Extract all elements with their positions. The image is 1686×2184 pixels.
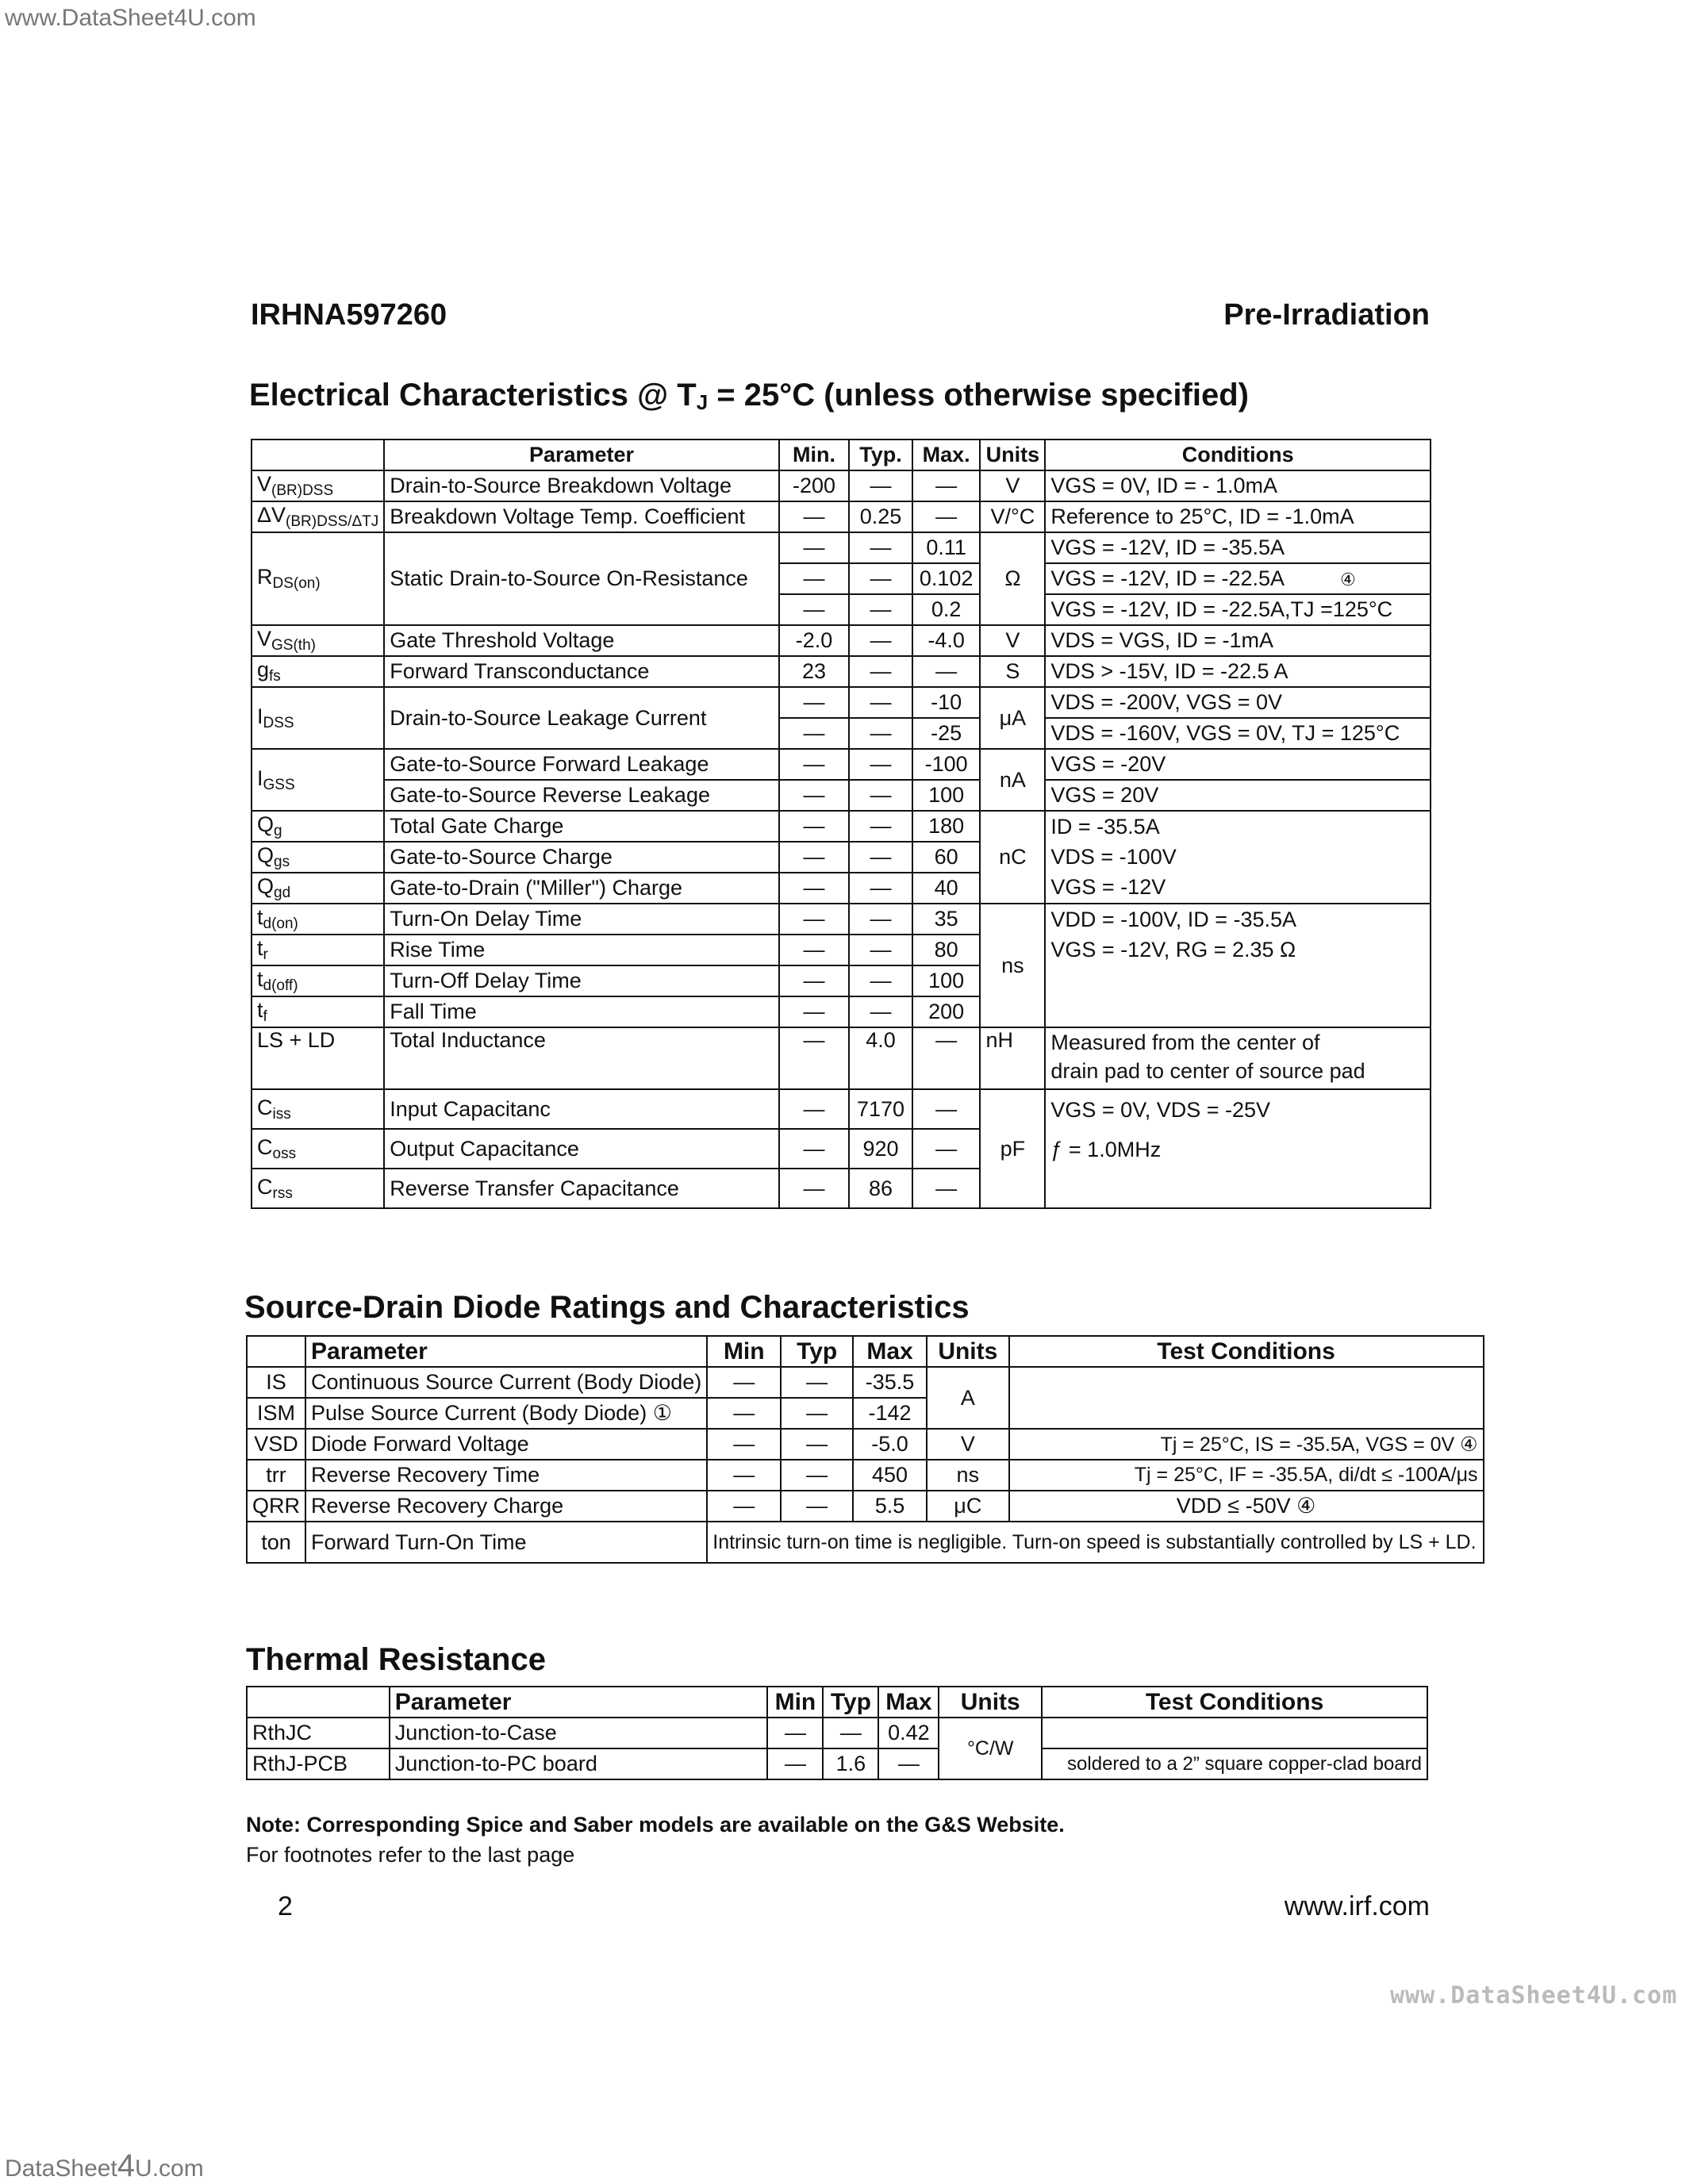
param-cell: Continuous Source Current (Body Diode) — [305, 1367, 707, 1398]
cond-cell: VGS = -12V, ID = -22.5A ④ — [1045, 563, 1431, 594]
cond-cell: VDD ≤ -50V ④ — [1009, 1491, 1484, 1522]
symbol-cell: $C_{iss}$ — [252, 1089, 384, 1129]
table-row — [252, 749, 1431, 780]
min-cell: — — [779, 594, 849, 625]
cond-line: drain pad to center of source pad — [1050, 1059, 1365, 1083]
typ-cell: — — [849, 965, 912, 996]
ec-title-a: Electrical Characteristics @ T — [249, 378, 697, 413]
symbol-cell: VSD — [247, 1429, 305, 1460]
unit-cell: V/°C — [980, 501, 1045, 532]
watermark-top[interactable]: www.DataSheet4U.com — [5, 5, 256, 31]
min-cell: — — [767, 1718, 823, 1748]
param-cell: Breakdown Voltage Temp. Coefficient — [384, 501, 779, 532]
table-row — [247, 1367, 1484, 1398]
table-row — [252, 904, 1431, 935]
min-cell: -2.0 — [779, 625, 849, 656]
website-link[interactable]: www.irf.com — [1284, 1891, 1430, 1921]
symbol-cell: $V_{GS(th)}$ — [252, 625, 384, 656]
unit-cell: nA — [980, 749, 1045, 811]
symbol-cell: $I_{GSS}$ — [252, 749, 384, 811]
min-cell: -200 — [779, 470, 849, 501]
watermark-bottom-a: DataSheet — [5, 2155, 117, 2182]
symbol-cell: $I_{DSS}$ — [252, 687, 384, 749]
symbol-cell: $Q_g$ — [252, 811, 384, 842]
min-cell: — — [779, 873, 849, 904]
max-cell: 0.42 — [878, 1718, 939, 1748]
cond-line: VDS = -100V — [1050, 845, 1177, 869]
max-cell: — — [912, 656, 981, 687]
th-header-conditions: Test Conditions — [1042, 1687, 1427, 1718]
max-cell: -5.0 — [853, 1429, 927, 1460]
min-cell: — — [779, 1169, 849, 1208]
param-cell: Output Capacitance — [384, 1129, 779, 1169]
param-cell: Diode Forward Voltage — [305, 1429, 707, 1460]
cond-cell: Tj = 25°C, IF = -35.5A, di/dt ≤ -100A/μs — [1009, 1460, 1484, 1491]
param-cell: Reverse Recovery Charge — [305, 1491, 707, 1522]
typ-cell: — — [849, 811, 912, 842]
min-cell: — — [779, 996, 849, 1027]
typ-cell: — — [849, 718, 912, 749]
footnote-4-icon: ④ — [1340, 570, 1356, 589]
symbol-cell: IS — [247, 1367, 305, 1398]
typ-cell: — — [781, 1398, 853, 1429]
typ-cell: — — [849, 625, 912, 656]
typ-cell: — — [849, 996, 912, 1027]
min-cell: 23 — [779, 656, 849, 687]
min-cell: — — [779, 811, 849, 842]
footnote-reference: For footnotes refer to the last page — [246, 1843, 575, 1867]
table-row — [252, 501, 1431, 532]
symbol-cell: QRR — [247, 1491, 305, 1522]
min-cell: — — [779, 780, 849, 811]
cond-cell — [1045, 1027, 1431, 1089]
cond-cell — [1045, 1089, 1431, 1208]
th-header-typ: Typ — [823, 1687, 878, 1718]
symbol-cell: $C_{rss}$ — [252, 1169, 384, 1208]
table-row — [247, 1522, 1484, 1563]
unit-cell: S — [980, 656, 1045, 687]
min-cell: — — [779, 563, 849, 594]
param-cell: Input Capacitanc — [384, 1089, 779, 1129]
cond-cell: soldered to a 2” square copper-clad board — [1042, 1748, 1427, 1779]
param-cell: Drain-to-Source Leakage Current — [384, 687, 779, 749]
max-cell: -142 — [853, 1398, 927, 1429]
table-row — [247, 1491, 1484, 1522]
param-cell: Turn-Off Delay Time — [384, 965, 779, 996]
max-cell: -35.5 — [853, 1367, 927, 1398]
sd-header-min: Min — [707, 1336, 781, 1367]
max-cell: 35 — [912, 904, 981, 935]
param-cell: Total Inductance — [384, 1027, 779, 1089]
unit-cell: nC — [980, 811, 1045, 904]
cond-cell: VGS = -12V, ID = -22.5A,TJ =125°C — [1045, 594, 1431, 625]
electrical-characteristics-table — [251, 439, 1431, 1209]
ec-header-units: Units — [980, 439, 1045, 470]
param-cell: Junction-to-PC board — [390, 1748, 768, 1779]
cond-cell: Reference to 25°C, ID = -1.0mA — [1045, 501, 1431, 532]
param-cell: Drain-to-Source Breakdown Voltage — [384, 470, 779, 501]
param-cell: Gate Threshold Voltage — [384, 625, 779, 656]
th-header-units: Units — [939, 1687, 1042, 1718]
table-row — [252, 780, 1431, 811]
max-cell: — — [878, 1748, 939, 1779]
min-cell: — — [707, 1367, 781, 1398]
symbol-cell: $\Delta V_{(BR)DSS/\Delta TJ}$ — [252, 501, 384, 532]
typ-cell: 1.6 — [823, 1748, 878, 1779]
typ-cell: — — [781, 1491, 853, 1522]
th-header-param: Parameter — [390, 1687, 768, 1718]
max-cell: 5.5 — [853, 1491, 927, 1522]
table-row — [252, 1027, 1431, 1089]
max-cell: 0.11 — [912, 532, 981, 563]
max-cell: 100 — [912, 780, 981, 811]
min-cell: — — [779, 687, 849, 718]
symbol-cell: $t_{d(off)}$ — [252, 965, 384, 996]
cond-line: Measured from the center of — [1050, 1031, 1320, 1054]
symbol-cell: trr — [247, 1460, 305, 1491]
symbol-cell: RthJC — [247, 1718, 390, 1748]
unit-cell: ns — [980, 904, 1045, 1027]
typ-cell: — — [823, 1718, 878, 1748]
typ-cell: — — [849, 780, 912, 811]
typ-cell: — — [849, 904, 912, 935]
typ-cell: — — [781, 1460, 853, 1491]
max-cell: 40 — [912, 873, 981, 904]
typ-cell: — — [781, 1429, 853, 1460]
max-cell: 200 — [912, 996, 981, 1027]
param-cell: Static Drain-to-Source On-Resistance — [384, 532, 779, 625]
min-cell: — — [707, 1491, 781, 1522]
max-cell: — — [912, 1027, 981, 1089]
param-cell: Gate-to-Source Reverse Leakage — [384, 780, 779, 811]
cond-cell: VDS = VGS, ID = -1mA — [1045, 625, 1431, 656]
watermark-bottom-c: U.com — [135, 2155, 204, 2182]
sd-header-param: Parameter — [305, 1336, 707, 1367]
typ-cell: 0.25 — [849, 501, 912, 532]
ec-header-min: Min. — [779, 439, 849, 470]
sd-header-symbol — [247, 1336, 305, 1367]
max-cell: -25 — [912, 718, 981, 749]
param-cell: Reverse Transfer Capacitance — [384, 1169, 779, 1208]
min-cell: — — [779, 935, 849, 965]
typ-cell: — — [849, 873, 912, 904]
watermark-bottom[interactable] — [5, 2148, 204, 2184]
symbol-cell: ISM — [247, 1398, 305, 1429]
spice-note: Note: Corresponding Spice and Saber models are available on the G&S Website. — [246, 1813, 1065, 1837]
max-cell: — — [912, 1129, 981, 1169]
ec-title — [249, 378, 1249, 415]
unit-cell: Ω — [980, 532, 1045, 625]
table-row — [252, 656, 1431, 687]
th-header-symbol — [247, 1687, 390, 1718]
sd-header-row — [247, 1336, 1484, 1367]
param-cell: Turn-On Delay Time — [384, 904, 779, 935]
page-number: 2 — [278, 1891, 293, 1921]
ec-header-typ: Typ. — [849, 439, 912, 470]
cond-cell: VDS > -15V, ID = -22.5 A — [1045, 656, 1431, 687]
min-cell: — — [707, 1429, 781, 1460]
min-cell: — — [767, 1748, 823, 1779]
table-row — [247, 1460, 1484, 1491]
th-header-row — [247, 1687, 1427, 1718]
table-row — [252, 811, 1431, 842]
param-cell: Rise Time — [384, 935, 779, 965]
table-row — [252, 625, 1431, 656]
max-cell: -10 — [912, 687, 981, 718]
min-cell: — — [779, 842, 849, 873]
min-cell: — — [707, 1460, 781, 1491]
table-row — [247, 1748, 1427, 1779]
ec-header-max: Max. — [912, 439, 981, 470]
th-header-max: Max — [878, 1687, 939, 1718]
unit-cell: V — [980, 470, 1045, 501]
max-cell: — — [912, 1089, 981, 1129]
max-cell: 100 — [912, 965, 981, 996]
typ-cell: — — [849, 563, 912, 594]
param-cell: Junction-to-Case — [390, 1718, 768, 1748]
cond-cell: VGS = 0V, ID = - 1.0mA — [1045, 470, 1431, 501]
min-cell: — — [779, 532, 849, 563]
table-row — [252, 470, 1431, 501]
max-cell: 60 — [912, 842, 981, 873]
param-label: Forward Turn-On Time — [311, 1530, 527, 1554]
min-cell: — — [779, 718, 849, 749]
symbol-cell: $t_r$ — [252, 935, 384, 965]
typ-cell: 4.0 — [849, 1027, 912, 1089]
min-cell: — — [779, 1027, 849, 1089]
unit-cell: V — [980, 625, 1045, 656]
param-cell: Forward Transconductance — [384, 656, 779, 687]
typ-cell: 920 — [849, 1129, 912, 1169]
symbol-cell: RthJ-PCB — [247, 1748, 390, 1779]
ec-title-b: = 25°C (unless otherwise specified) — [708, 378, 1249, 413]
table-row — [247, 1429, 1484, 1460]
th-header-min: Min — [767, 1687, 823, 1718]
ec-header-symbol — [252, 439, 384, 470]
min-cell: — — [779, 501, 849, 532]
ec-title-sub: J — [696, 390, 709, 414]
ec-header-conditions: Conditions — [1045, 439, 1431, 470]
param-cell: Reverse Recovery Time — [305, 1460, 707, 1491]
sd-header-units: Units — [927, 1336, 1009, 1367]
max-cell: 450 — [853, 1460, 927, 1491]
unit-cell: nH — [980, 1027, 1045, 1089]
symbol-cell: $g_{fs}$ — [252, 656, 384, 687]
typ-cell: — — [849, 749, 912, 780]
unit-cell: μC — [927, 1491, 1009, 1522]
cond-cell: VGS = -12V, ID = -35.5A — [1045, 532, 1431, 563]
min-cell: — — [779, 904, 849, 935]
min-cell: — — [779, 749, 849, 780]
max-cell: 80 — [912, 935, 981, 965]
symbol-cell: $Q_{gs}$ — [252, 842, 384, 873]
typ-cell: — — [781, 1367, 853, 1398]
symbol-cell: $Q_{gd}$ — [252, 873, 384, 904]
cond-cell — [1045, 811, 1431, 904]
thermal-resistance-table — [246, 1686, 1428, 1780]
param-cell: Gate-to-Source Charge — [384, 842, 779, 873]
max-cell: — — [912, 501, 981, 532]
min-cell: — — [779, 1129, 849, 1169]
table-row — [247, 1718, 1427, 1748]
param-cell — [305, 1522, 707, 1563]
cond-cell — [1045, 904, 1431, 1027]
symbol-cell: $t_f$ — [252, 996, 384, 1027]
max-cell: 0.2 — [912, 594, 981, 625]
min-cell: — — [707, 1398, 781, 1429]
typ-cell: — — [849, 656, 912, 687]
typ-cell: — — [849, 594, 912, 625]
symbol-cell: ton — [247, 1522, 305, 1563]
ec-header-row — [252, 439, 1431, 470]
wide-cell: Intrinsic turn-on time is negligible. Turn-on speed is substantially controlled by LS + LD. — [707, 1522, 1483, 1563]
param-cell: Gate-to-Drain ("Miller") Charge — [384, 873, 779, 904]
cond-line: VGS = 0V, VDS = -25V — [1050, 1098, 1271, 1122]
cond-cell — [1042, 1718, 1427, 1748]
table-row — [252, 1089, 1431, 1129]
typ-cell: — — [849, 687, 912, 718]
watermark-right[interactable]: www.DataSheet4U.com — [1390, 1982, 1678, 2009]
unit-cell: °C/W — [939, 1718, 1042, 1779]
param-cell: Total Gate Charge — [384, 811, 779, 842]
max-cell: -4.0 — [912, 625, 981, 656]
typ-cell: 7170 — [849, 1089, 912, 1129]
param-cell: Fall Time — [384, 996, 779, 1027]
cond-line: ID = -35.5A — [1050, 815, 1160, 839]
sd-title: Source-Drain Diode Ratings and Characteristics — [244, 1290, 970, 1325]
cond-cell: VGS = -20V — [1045, 749, 1431, 780]
part-number: IRHNA597260 — [251, 298, 447, 332]
source-drain-table — [246, 1335, 1484, 1564]
ec-header-param: Parameter — [384, 439, 779, 470]
max-cell: — — [912, 1169, 981, 1208]
cond-line: VDD = -100V, ID = -35.5A — [1050, 908, 1297, 931]
cond-cell: VDS = -200V, VGS = 0V — [1045, 687, 1431, 718]
cond-cell: VGS = 20V — [1045, 780, 1431, 811]
param-cell: Gate-to-Source Forward Leakage — [384, 749, 779, 780]
watermark-bottom-b: 4 — [117, 2148, 136, 2183]
symbol-cell: $t_{d(on)}$ — [252, 904, 384, 935]
sd-header-max: Max — [853, 1336, 927, 1367]
min-cell: — — [779, 1089, 849, 1129]
unit-cell: μA — [980, 687, 1045, 749]
min-cell: — — [779, 965, 849, 996]
typ-cell: 86 — [849, 1169, 912, 1208]
symbol-cell: $R_{DS(on)}$ — [252, 532, 384, 625]
max-cell: 180 — [912, 811, 981, 842]
irradiation-status: Pre-Irradiation — [1223, 298, 1430, 332]
max-cell: 0.102 — [912, 563, 981, 594]
symbol-cell: $C_{oss}$ — [252, 1129, 384, 1169]
table-row — [252, 687, 1431, 718]
symbol-cell: $V_{(BR)DSS}$ — [252, 470, 384, 501]
cond-line: VGS = -12V, RG = 2.35 Ω — [1050, 938, 1296, 961]
typ-cell: — — [849, 842, 912, 873]
param-cell: Pulse Source Current (Body Diode) ① — [305, 1398, 707, 1429]
max-cell: -100 — [912, 749, 981, 780]
cond-line: ƒ = 1.0MHz — [1050, 1138, 1162, 1161]
sd-header-conditions: Test Conditions — [1009, 1336, 1484, 1367]
typ-cell: — — [849, 532, 912, 563]
th-title: Thermal Resistance — [246, 1642, 546, 1677]
sd-header-typ: Typ — [781, 1336, 853, 1367]
cond-cell: VDS = -160V, VGS = 0V, TJ = 125°C — [1045, 718, 1431, 749]
unit-cell: V — [927, 1429, 1009, 1460]
cond-cell — [1009, 1367, 1484, 1429]
max-cell: — — [912, 470, 981, 501]
table-row — [252, 532, 1431, 563]
unit-cell: pF — [980, 1089, 1045, 1208]
cond-line: VGS = -12V — [1050, 875, 1166, 899]
unit-cell: ns — [927, 1460, 1009, 1491]
unit-cell: A — [927, 1367, 1009, 1429]
cond-cell: Tj = 25°C, IS = -35.5A, VGS = 0V ④ — [1009, 1429, 1484, 1460]
typ-cell: — — [849, 935, 912, 965]
typ-cell: — — [849, 470, 912, 501]
symbol-cell: LS + LD — [252, 1027, 384, 1089]
